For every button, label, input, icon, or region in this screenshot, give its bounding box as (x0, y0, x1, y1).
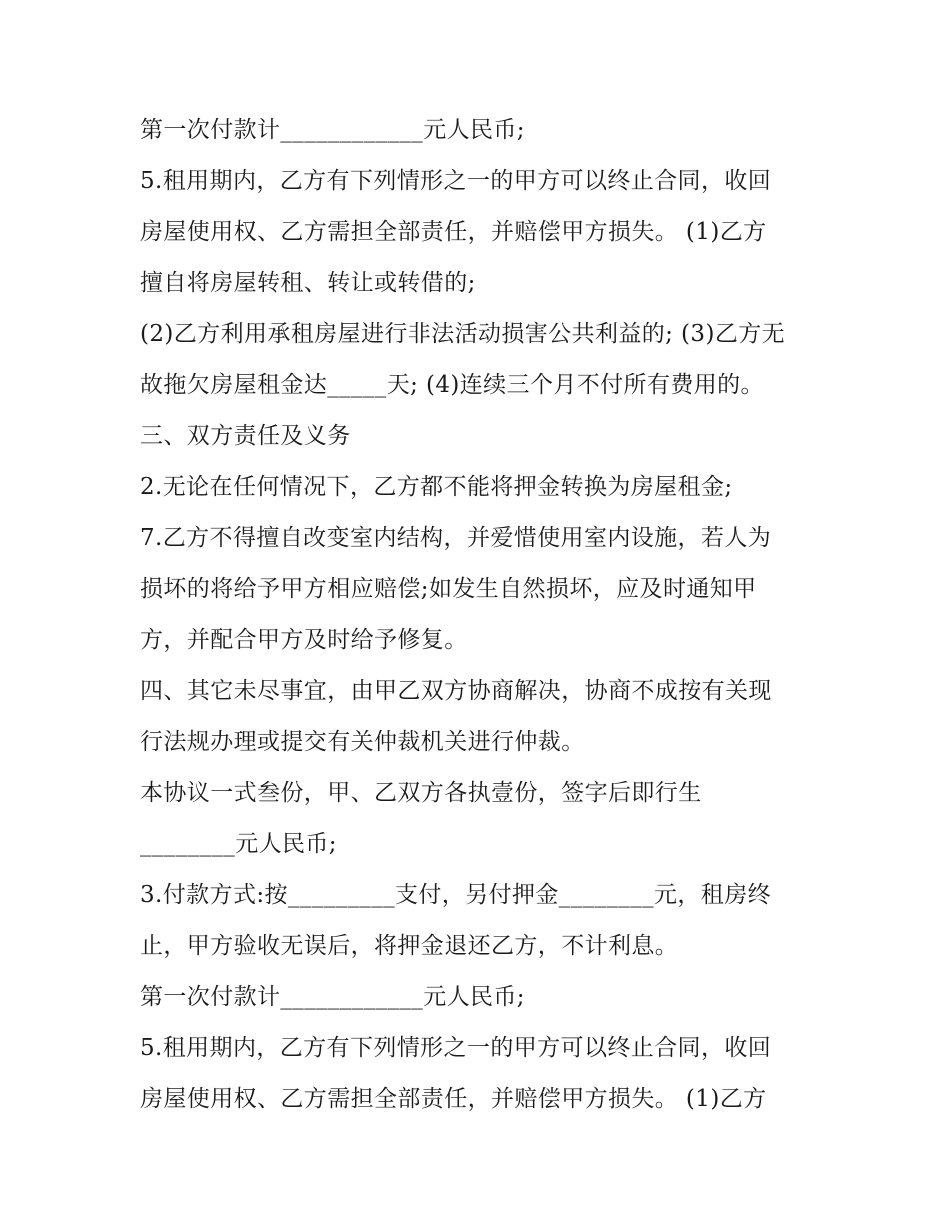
text-line: 7.乙方不得擅自改变室内结构，并爱惜使用室内设施，若人为 (140, 525, 772, 551)
section-heading: 三、双方责任及义务 (140, 423, 351, 449)
text-line: 2.无论在任何情况下，乙方都不能将押金转换为房屋租金; (140, 474, 733, 500)
text-line: 行法规办理或提交有关仲裁机关进行仲裁。 (140, 729, 585, 755)
text-line: (2)乙方利用承租房屋进行非法活动损害公共利益的; (3)乙方无 (140, 321, 786, 347)
text-line: 第一次付款计____________元人民币; (140, 984, 525, 1010)
text-line: ________元人民币; (140, 831, 337, 857)
text-line: 3.付款方式:按_________支付，另付押金________元，租房终 (140, 882, 771, 908)
text-line: 第一次付款计____________元人民币; (140, 117, 525, 143)
text-line: 擅自将房屋转租、转让或转借的; (140, 270, 476, 296)
text-line: 方，并配合甲方及时给予修复。 (140, 627, 468, 653)
text-line: 房屋使用权、乙方需担全部责任，并赔偿甲方损失。 (1)乙方 (140, 219, 767, 245)
text-line: 房屋使用权、乙方需担全部责任，并赔偿甲方损失。 (1)乙方 (140, 1086, 767, 1112)
section-heading: 四、其它未尽事宜，由甲乙双方协商解决，协商不成按有关现 (140, 678, 772, 704)
text-line: 5.租用期内，乙方有下列情形之一的甲方可以终止合同，收回 (140, 168, 772, 194)
text-line: 故拖欠房屋租金达_____天; (4)连续三个月不付所有费用的。 (140, 372, 764, 398)
text-line: 损坏的将给予甲方相应赔偿;如发生自然损坏，应及时通知甲 (140, 576, 757, 602)
text-line: 止，甲方验收无误后，将押金退还乙方，不计利息。 (140, 933, 679, 959)
text-line: 本协议一式叁份，甲、乙双方各执壹份，签字后即行生 (140, 780, 702, 806)
text-line: 5.租用期内，乙方有下列情形之一的甲方可以终止合同，收回 (140, 1035, 772, 1061)
